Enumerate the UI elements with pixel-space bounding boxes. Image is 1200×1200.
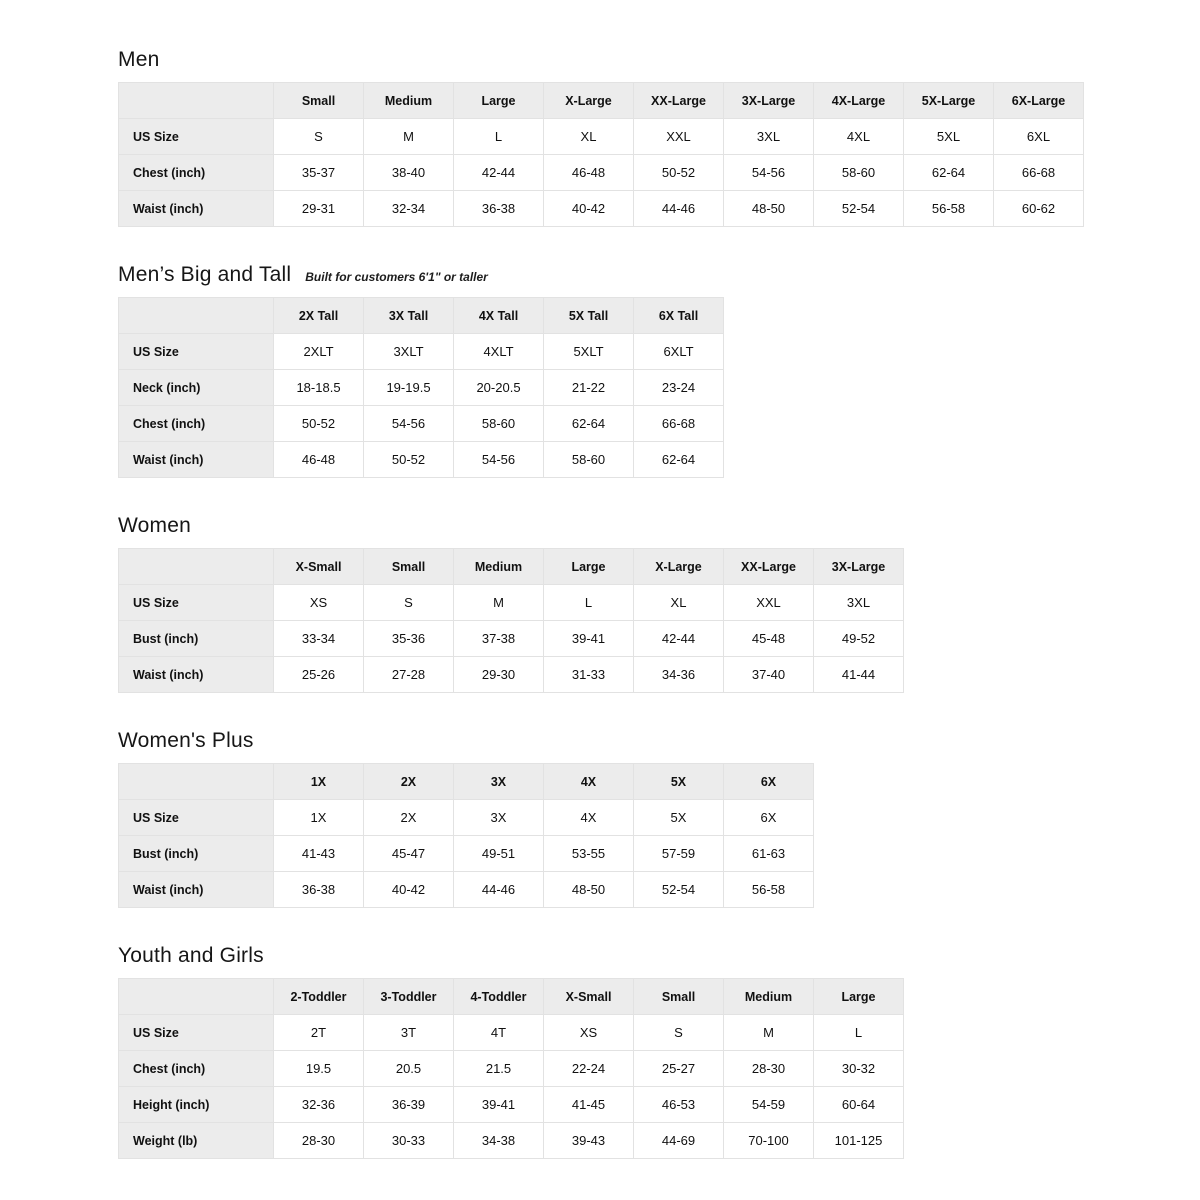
cell: 3XL bbox=[724, 119, 814, 155]
size-table-youth-and-girls bbox=[118, 978, 904, 1159]
cell: 42-44 bbox=[454, 155, 544, 191]
cell: 28-30 bbox=[274, 1123, 364, 1159]
section-youth-and-girls bbox=[118, 944, 1200, 1159]
cell: 32-34 bbox=[364, 191, 454, 227]
column-header-youth-and-girls-5: Medium bbox=[724, 979, 814, 1015]
section-mens-big-and-tall bbox=[118, 263, 1200, 478]
column-header-men-6: 4X-Large bbox=[814, 83, 904, 119]
cell: 4XLT bbox=[454, 334, 544, 370]
cell: 3XLT bbox=[364, 334, 454, 370]
cell: 34-38 bbox=[454, 1123, 544, 1159]
column-header-mens-big-and-tall-3: 5X Tall bbox=[544, 298, 634, 334]
table-row bbox=[119, 800, 814, 836]
cell: M bbox=[454, 585, 544, 621]
cell: 4XL bbox=[814, 119, 904, 155]
table-row bbox=[119, 442, 724, 478]
corner-cell bbox=[119, 764, 274, 800]
table-row bbox=[119, 836, 814, 872]
column-header-mens-big-and-tall-4: 6X Tall bbox=[634, 298, 724, 334]
table-row bbox=[119, 191, 1084, 227]
size-table-men bbox=[118, 82, 1084, 227]
size-table-mens-big-and-tall bbox=[118, 297, 724, 478]
cell: 66-68 bbox=[634, 406, 724, 442]
column-header-youth-and-girls-1: 3-Toddler bbox=[364, 979, 454, 1015]
column-header-men-8: 6X-Large bbox=[994, 83, 1084, 119]
cell: 44-46 bbox=[634, 191, 724, 227]
cell: 52-54 bbox=[634, 872, 724, 908]
cell: 42-44 bbox=[634, 621, 724, 657]
cell: 50-52 bbox=[364, 442, 454, 478]
row-label: Bust (inch) bbox=[119, 621, 274, 657]
cell: 28-30 bbox=[724, 1051, 814, 1087]
cell: 46-53 bbox=[634, 1087, 724, 1123]
cell: 45-47 bbox=[364, 836, 454, 872]
cell: 39-41 bbox=[454, 1087, 544, 1123]
cell: 35-36 bbox=[364, 621, 454, 657]
cell: 70-100 bbox=[724, 1123, 814, 1159]
cell: 62-64 bbox=[634, 442, 724, 478]
column-header-men-5: 3X-Large bbox=[724, 83, 814, 119]
cell: 2T bbox=[274, 1015, 364, 1051]
cell: S bbox=[364, 585, 454, 621]
cell: 22-24 bbox=[544, 1051, 634, 1087]
row-label: Neck (inch) bbox=[119, 370, 274, 406]
column-header-men-4: XX-Large bbox=[634, 83, 724, 119]
column-header-mens-big-and-tall-2: 4X Tall bbox=[454, 298, 544, 334]
cell: 40-42 bbox=[364, 872, 454, 908]
cell: 53-55 bbox=[544, 836, 634, 872]
cell: S bbox=[634, 1015, 724, 1051]
row-label: US Size bbox=[119, 585, 274, 621]
cell: 36-39 bbox=[364, 1087, 454, 1123]
cell: XS bbox=[274, 585, 364, 621]
header-row bbox=[119, 979, 904, 1015]
cell: 56-58 bbox=[724, 872, 814, 908]
cell: 44-69 bbox=[634, 1123, 724, 1159]
cell: 37-40 bbox=[724, 657, 814, 693]
cell: 52-54 bbox=[814, 191, 904, 227]
table-row bbox=[119, 406, 724, 442]
row-label: US Size bbox=[119, 800, 274, 836]
cell: 57-59 bbox=[634, 836, 724, 872]
column-header-youth-and-girls-0: 2-Toddler bbox=[274, 979, 364, 1015]
column-header-womens-plus-1: 2X bbox=[364, 764, 454, 800]
cell: 45-48 bbox=[724, 621, 814, 657]
corner-cell bbox=[119, 83, 274, 119]
cell: L bbox=[814, 1015, 904, 1051]
header-row bbox=[119, 83, 1084, 119]
column-header-women-5: XX-Large bbox=[724, 549, 814, 585]
section-title-men: Men bbox=[118, 48, 160, 71]
row-label: Waist (inch) bbox=[119, 872, 274, 908]
header-row bbox=[119, 549, 904, 585]
cell: 41-45 bbox=[544, 1087, 634, 1123]
cell: 50-52 bbox=[274, 406, 364, 442]
cell: 30-33 bbox=[364, 1123, 454, 1159]
cell: 1X bbox=[274, 800, 364, 836]
cell: 60-62 bbox=[994, 191, 1084, 227]
section-subtitle-mens-big-and-tall: Built for customers 6'1" or taller bbox=[305, 270, 488, 284]
corner-cell bbox=[119, 549, 274, 585]
section-title-women: Women bbox=[118, 514, 191, 537]
cell: M bbox=[724, 1015, 814, 1051]
cell: 33-34 bbox=[274, 621, 364, 657]
cell: 56-58 bbox=[904, 191, 994, 227]
cell: 20-20.5 bbox=[454, 370, 544, 406]
cell: 58-60 bbox=[814, 155, 904, 191]
row-label: Chest (inch) bbox=[119, 155, 274, 191]
section-header-men bbox=[118, 48, 1200, 72]
cell: 2X bbox=[364, 800, 454, 836]
table-row bbox=[119, 1051, 904, 1087]
cell: 32-36 bbox=[274, 1087, 364, 1123]
cell: 20.5 bbox=[364, 1051, 454, 1087]
column-header-womens-plus-3: 4X bbox=[544, 764, 634, 800]
column-header-women-0: X-Small bbox=[274, 549, 364, 585]
cell: 44-46 bbox=[454, 872, 544, 908]
row-label: Chest (inch) bbox=[119, 1051, 274, 1087]
row-label: US Size bbox=[119, 334, 274, 370]
section-men bbox=[118, 48, 1200, 227]
column-header-men-7: 5X-Large bbox=[904, 83, 994, 119]
table-row bbox=[119, 1087, 904, 1123]
cell: 6X bbox=[724, 800, 814, 836]
table-row bbox=[119, 155, 1084, 191]
table-row bbox=[119, 872, 814, 908]
column-header-women-3: Large bbox=[544, 549, 634, 585]
row-label: Bust (inch) bbox=[119, 836, 274, 872]
section-header-womens-plus bbox=[118, 729, 1200, 753]
cell: 49-52 bbox=[814, 621, 904, 657]
cell: 41-43 bbox=[274, 836, 364, 872]
header-row bbox=[119, 298, 724, 334]
table-row bbox=[119, 370, 724, 406]
cell: XXL bbox=[724, 585, 814, 621]
cell: 6XL bbox=[994, 119, 1084, 155]
row-label: US Size bbox=[119, 1015, 274, 1051]
cell: 58-60 bbox=[544, 442, 634, 478]
cell: 21.5 bbox=[454, 1051, 544, 1087]
section-header-women bbox=[118, 514, 1200, 538]
cell: 46-48 bbox=[544, 155, 634, 191]
cell: 6XLT bbox=[634, 334, 724, 370]
section-title-youth-and-girls: Youth and Girls bbox=[118, 944, 264, 967]
section-header-mens-big-and-tall bbox=[118, 263, 1200, 287]
cell: 29-31 bbox=[274, 191, 364, 227]
cell: XL bbox=[544, 119, 634, 155]
cell: 62-64 bbox=[544, 406, 634, 442]
row-label: Chest (inch) bbox=[119, 406, 274, 442]
cell: 41-44 bbox=[814, 657, 904, 693]
section-title-womens-plus: Women's Plus bbox=[118, 729, 254, 752]
cell: 3X bbox=[454, 800, 544, 836]
column-header-women-2: Medium bbox=[454, 549, 544, 585]
table-row bbox=[119, 1015, 904, 1051]
cell: 58-60 bbox=[454, 406, 544, 442]
cell: 5XL bbox=[904, 119, 994, 155]
table-row bbox=[119, 621, 904, 657]
row-label: US Size bbox=[119, 119, 274, 155]
cell: 21-22 bbox=[544, 370, 634, 406]
column-header-men-0: Small bbox=[274, 83, 364, 119]
column-header-womens-plus-5: 6X bbox=[724, 764, 814, 800]
cell: 5X bbox=[634, 800, 724, 836]
column-header-youth-and-girls-6: Large bbox=[814, 979, 904, 1015]
cell: M bbox=[364, 119, 454, 155]
cell: 48-50 bbox=[724, 191, 814, 227]
cell: 5XLT bbox=[544, 334, 634, 370]
cell: 3XL bbox=[814, 585, 904, 621]
cell: 27-28 bbox=[364, 657, 454, 693]
row-label: Height (inch) bbox=[119, 1087, 274, 1123]
column-header-women-4: X-Large bbox=[634, 549, 724, 585]
cell: 31-33 bbox=[544, 657, 634, 693]
corner-cell bbox=[119, 979, 274, 1015]
cell: S bbox=[274, 119, 364, 155]
cell: XXL bbox=[634, 119, 724, 155]
column-header-youth-and-girls-4: Small bbox=[634, 979, 724, 1015]
column-header-men-2: Large bbox=[454, 83, 544, 119]
column-header-womens-plus-4: 5X bbox=[634, 764, 724, 800]
cell: 50-52 bbox=[634, 155, 724, 191]
table-row bbox=[119, 657, 904, 693]
cell: 54-59 bbox=[724, 1087, 814, 1123]
cell: 4T bbox=[454, 1015, 544, 1051]
cell: 19.5 bbox=[274, 1051, 364, 1087]
cell: 101-125 bbox=[814, 1123, 904, 1159]
column-header-men-1: Medium bbox=[364, 83, 454, 119]
cell: 36-38 bbox=[274, 872, 364, 908]
cell: 37-38 bbox=[454, 621, 544, 657]
column-header-youth-and-girls-3: X-Small bbox=[544, 979, 634, 1015]
cell: 36-38 bbox=[454, 191, 544, 227]
cell: 30-32 bbox=[814, 1051, 904, 1087]
cell: 29-30 bbox=[454, 657, 544, 693]
cell: 39-43 bbox=[544, 1123, 634, 1159]
cell: 61-63 bbox=[724, 836, 814, 872]
size-table-women bbox=[118, 548, 904, 693]
column-header-women-1: Small bbox=[364, 549, 454, 585]
row-label: Waist (inch) bbox=[119, 657, 274, 693]
cell: 38-40 bbox=[364, 155, 454, 191]
cell: 39-41 bbox=[544, 621, 634, 657]
table-row bbox=[119, 119, 1084, 155]
section-header-youth-and-girls bbox=[118, 944, 1200, 968]
section-women bbox=[118, 514, 1200, 693]
cell: 18-18.5 bbox=[274, 370, 364, 406]
column-header-womens-plus-2: 3X bbox=[454, 764, 544, 800]
cell: 40-42 bbox=[544, 191, 634, 227]
column-header-mens-big-and-tall-1: 3X Tall bbox=[364, 298, 454, 334]
cell: 54-56 bbox=[724, 155, 814, 191]
cell: 62-64 bbox=[904, 155, 994, 191]
column-header-women-6: 3X-Large bbox=[814, 549, 904, 585]
section-title-mens-big-and-tall: Men’s Big and Tall bbox=[118, 263, 292, 286]
header-row bbox=[119, 764, 814, 800]
table-row bbox=[119, 334, 724, 370]
row-label: Waist (inch) bbox=[119, 191, 274, 227]
cell: 60-64 bbox=[814, 1087, 904, 1123]
cell: 4X bbox=[544, 800, 634, 836]
cell: XL bbox=[634, 585, 724, 621]
cell: 25-26 bbox=[274, 657, 364, 693]
cell: 49-51 bbox=[454, 836, 544, 872]
column-header-womens-plus-0: 1X bbox=[274, 764, 364, 800]
cell: 54-56 bbox=[454, 442, 544, 478]
section-womens-plus bbox=[118, 729, 1200, 908]
cell: 48-50 bbox=[544, 872, 634, 908]
cell: 3T bbox=[364, 1015, 454, 1051]
cell: 25-27 bbox=[634, 1051, 724, 1087]
cell: L bbox=[544, 585, 634, 621]
corner-cell bbox=[119, 298, 274, 334]
table-row bbox=[119, 1123, 904, 1159]
table-row bbox=[119, 585, 904, 621]
row-label: Waist (inch) bbox=[119, 442, 274, 478]
cell: 54-56 bbox=[364, 406, 454, 442]
cell: 34-36 bbox=[634, 657, 724, 693]
cell: 19-19.5 bbox=[364, 370, 454, 406]
size-table-womens-plus bbox=[118, 763, 814, 908]
cell: 66-68 bbox=[994, 155, 1084, 191]
column-header-mens-big-and-tall-0: 2X Tall bbox=[274, 298, 364, 334]
column-header-youth-and-girls-2: 4-Toddler bbox=[454, 979, 544, 1015]
cell: 23-24 bbox=[634, 370, 724, 406]
cell: XS bbox=[544, 1015, 634, 1051]
column-header-men-3: X-Large bbox=[544, 83, 634, 119]
cell: 46-48 bbox=[274, 442, 364, 478]
cell: 35-37 bbox=[274, 155, 364, 191]
cell: L bbox=[454, 119, 544, 155]
row-label: Weight (lb) bbox=[119, 1123, 274, 1159]
cell: 2XLT bbox=[274, 334, 364, 370]
